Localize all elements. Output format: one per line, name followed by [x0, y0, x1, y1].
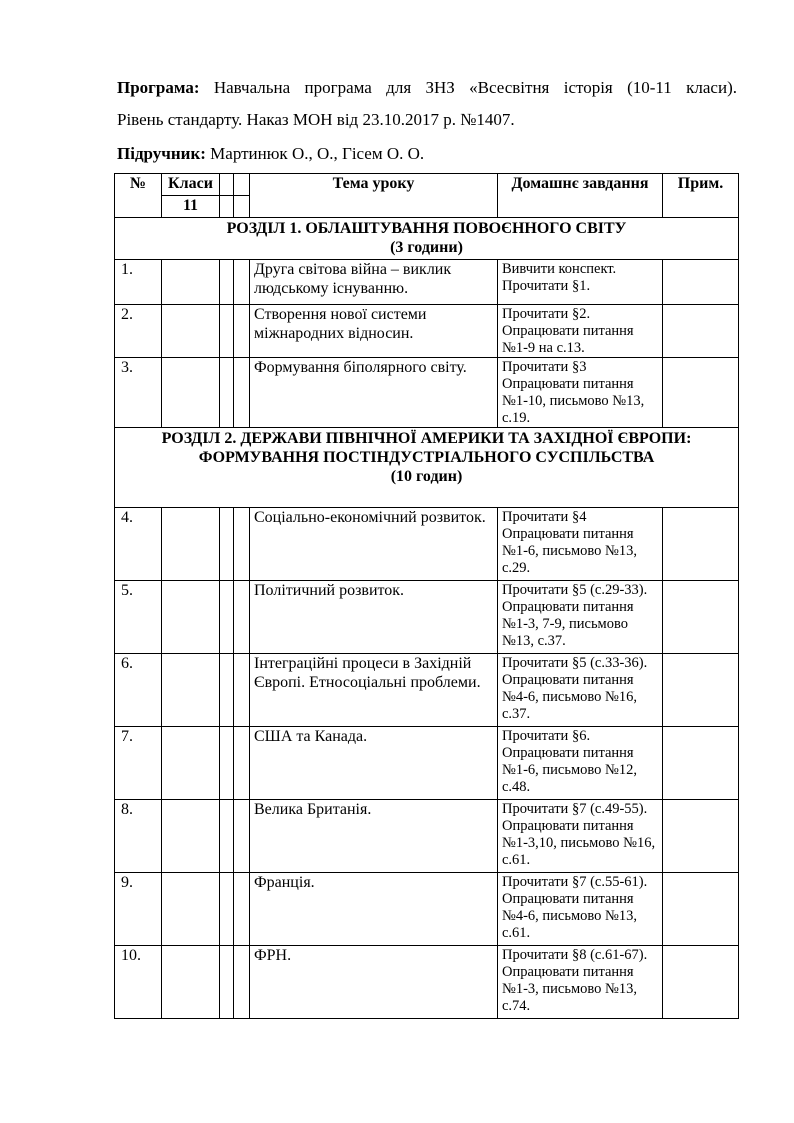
lesson-topic: США та Канада.: [250, 727, 498, 800]
lesson-note: [663, 581, 739, 654]
lesson-plan-table: [114, 173, 739, 1019]
lesson-row: [115, 581, 739, 654]
class-cell: [162, 727, 220, 800]
lesson-note: [663, 873, 739, 946]
program-line-2: Рівень стандарту. Наказ МОН від 23.10.2017 р. №1407.: [117, 110, 515, 129]
lesson-homework: Прочитати §5 (с.29-33). Опрацювати питання №1-3, 7-9, письмово №13, с.37.: [498, 581, 663, 654]
class-cell-extra-2: [234, 260, 250, 305]
lesson-homework: Прочитати §3 Опрацювати питання №1-10, письмово №13, с.19.: [498, 358, 663, 428]
class-cell-extra: [220, 946, 234, 1019]
lesson-note: [663, 727, 739, 800]
class-cell-extra: [220, 358, 234, 428]
lesson-row: [115, 358, 739, 428]
class-cell-extra-2: [234, 727, 250, 800]
column-header-classes: Класи: [162, 174, 220, 196]
lesson-topic: Політичний розвиток.: [250, 581, 498, 654]
class-cell-extra: [220, 800, 234, 873]
program-line: [117, 78, 737, 98]
lesson-note: [663, 946, 739, 1019]
lesson-note: [663, 260, 739, 305]
column-header-classes-extra-2: [234, 174, 250, 196]
section-title-cell: [115, 218, 739, 260]
textbook-line: [117, 144, 737, 164]
lesson-number: 5.: [115, 581, 162, 654]
class-cell: [162, 508, 220, 581]
lesson-number: 8.: [115, 800, 162, 873]
lesson-number: 10.: [115, 946, 162, 1019]
class-cell: [162, 654, 220, 727]
class-cell-extra: [220, 654, 234, 727]
lesson-topic: Велика Британія.: [250, 800, 498, 873]
class-cell-extra-2: [234, 508, 250, 581]
class-cell-extra-2: [234, 581, 250, 654]
lesson-row: [115, 727, 739, 800]
lesson-row: [115, 873, 739, 946]
lesson-homework: Прочитати §7 (с.49-55). Опрацювати питання №1-3,10, письмово №16, с.61.: [498, 800, 663, 873]
section-row: [115, 218, 739, 260]
class-cell-extra: [220, 508, 234, 581]
lesson-homework: Прочитати §2. Опрацювати питання №1-9 на с.13.: [498, 305, 663, 358]
class-cell: [162, 358, 220, 428]
class-cell-extra-2: [234, 946, 250, 1019]
lesson-row: [115, 800, 739, 873]
lesson-note: [663, 358, 739, 428]
column-header-class-blank-2: [234, 196, 250, 218]
class-cell: [162, 305, 220, 358]
lesson-note: [663, 654, 739, 727]
lesson-homework: Прочитати §8 (с.61-67). Опрацювати питання №1-3, письмово №13, с.74.: [498, 946, 663, 1019]
textbook-label: Підручник:: [117, 144, 206, 163]
lesson-row: [115, 260, 739, 305]
class-cell: [162, 946, 220, 1019]
lesson-homework: Прочитати §7 (с.55-61). Опрацювати питання №4-6, письмово №13, с.61.: [498, 873, 663, 946]
lesson-topic: Інтеграційні процеси в Західній Європі. Етносоціальні проблеми.: [250, 654, 498, 727]
column-header-classes-extra: [220, 174, 234, 196]
program-text: Навчальна програма для ЗНЗ «Всесвітня історія (10-11 класи).: [213, 78, 737, 97]
lesson-homework: Прочитати §4 Опрацювати питання №1-6, письмово №13, с.29.: [498, 508, 663, 581]
section-title-cell: [115, 428, 739, 508]
class-cell: [162, 260, 220, 305]
lesson-number: 4.: [115, 508, 162, 581]
lesson-row: [115, 654, 739, 727]
lesson-topic: Соціально-економічний розвиток.: [250, 508, 498, 581]
textbook-text: Мартинюк О., О., Гісем О. О.: [210, 144, 425, 163]
lesson-topic: Створення нової системи міжнародних відносин.: [250, 305, 498, 358]
section-row: [115, 428, 739, 508]
lesson-row: [115, 946, 739, 1019]
lesson-number: 9.: [115, 873, 162, 946]
section-title: РОЗДІЛ 1. ОБЛАШТУВАННЯ ПОВОЄННОГО СВІТУ: [226, 220, 627, 237]
lesson-homework: Вивчити конспект. Прочитати §1.: [498, 260, 663, 305]
section-hours: (10 годин): [390, 468, 463, 485]
lesson-note: [663, 800, 739, 873]
column-header-topic: Тема уроку: [250, 174, 498, 218]
lesson-row: [115, 508, 739, 581]
lesson-number: 1.: [115, 260, 162, 305]
section-title: РОЗДІЛ 2. ДЕРЖАВИ ПІВНІЧНОЇ АМЕРИКИ ТА ЗАХІДНОЇ ЄВРОПИ: ФОРМУВАННЯ ПОСТІНДУСТРІАЛЬНОГО СУСПІЛЬСТВА: [161, 430, 692, 466]
lesson-number: 7.: [115, 727, 162, 800]
program-label: Програма:: [117, 78, 200, 97]
lesson-topic: ФРН.: [250, 946, 498, 1019]
column-header-note: Прим.: [663, 174, 739, 218]
class-cell-extra: [220, 260, 234, 305]
class-cell-extra: [220, 581, 234, 654]
lesson-note: [663, 305, 739, 358]
lesson-homework: Прочитати §5 (с.33-36). Опрацювати питання №4-6, письмово №16, с.37.: [498, 654, 663, 727]
class-cell-extra-2: [234, 654, 250, 727]
class-cell: [162, 581, 220, 654]
class-cell: [162, 873, 220, 946]
column-header-homework: Домашнє завдання: [498, 174, 663, 218]
lesson-topic: Формування біполярного світу.: [250, 358, 498, 428]
lesson-number: 3.: [115, 358, 162, 428]
class-cell-extra: [220, 305, 234, 358]
lesson-row: [115, 305, 739, 358]
lesson-number: 2.: [115, 305, 162, 358]
lesson-note: [663, 508, 739, 581]
class-cell-extra-2: [234, 800, 250, 873]
class-cell-extra-2: [234, 305, 250, 358]
lesson-homework: Прочитати §6. Опрацювати питання №1-6, письмово №12, с.48.: [498, 727, 663, 800]
class-cell-extra-2: [234, 358, 250, 428]
column-header-class-11: 11: [162, 196, 220, 218]
class-cell-extra-2: [234, 873, 250, 946]
section-hours: (3 години): [390, 239, 463, 256]
lesson-topic: Друга світова війна – виклик людському існуванню.: [250, 260, 498, 305]
class-cell-extra: [220, 873, 234, 946]
class-cell-extra: [220, 727, 234, 800]
column-header-number: №: [115, 174, 162, 218]
lesson-topic: Франція.: [250, 873, 498, 946]
lesson-number: 6.: [115, 654, 162, 727]
column-header-class-blank-1: [220, 196, 234, 218]
class-cell: [162, 800, 220, 873]
